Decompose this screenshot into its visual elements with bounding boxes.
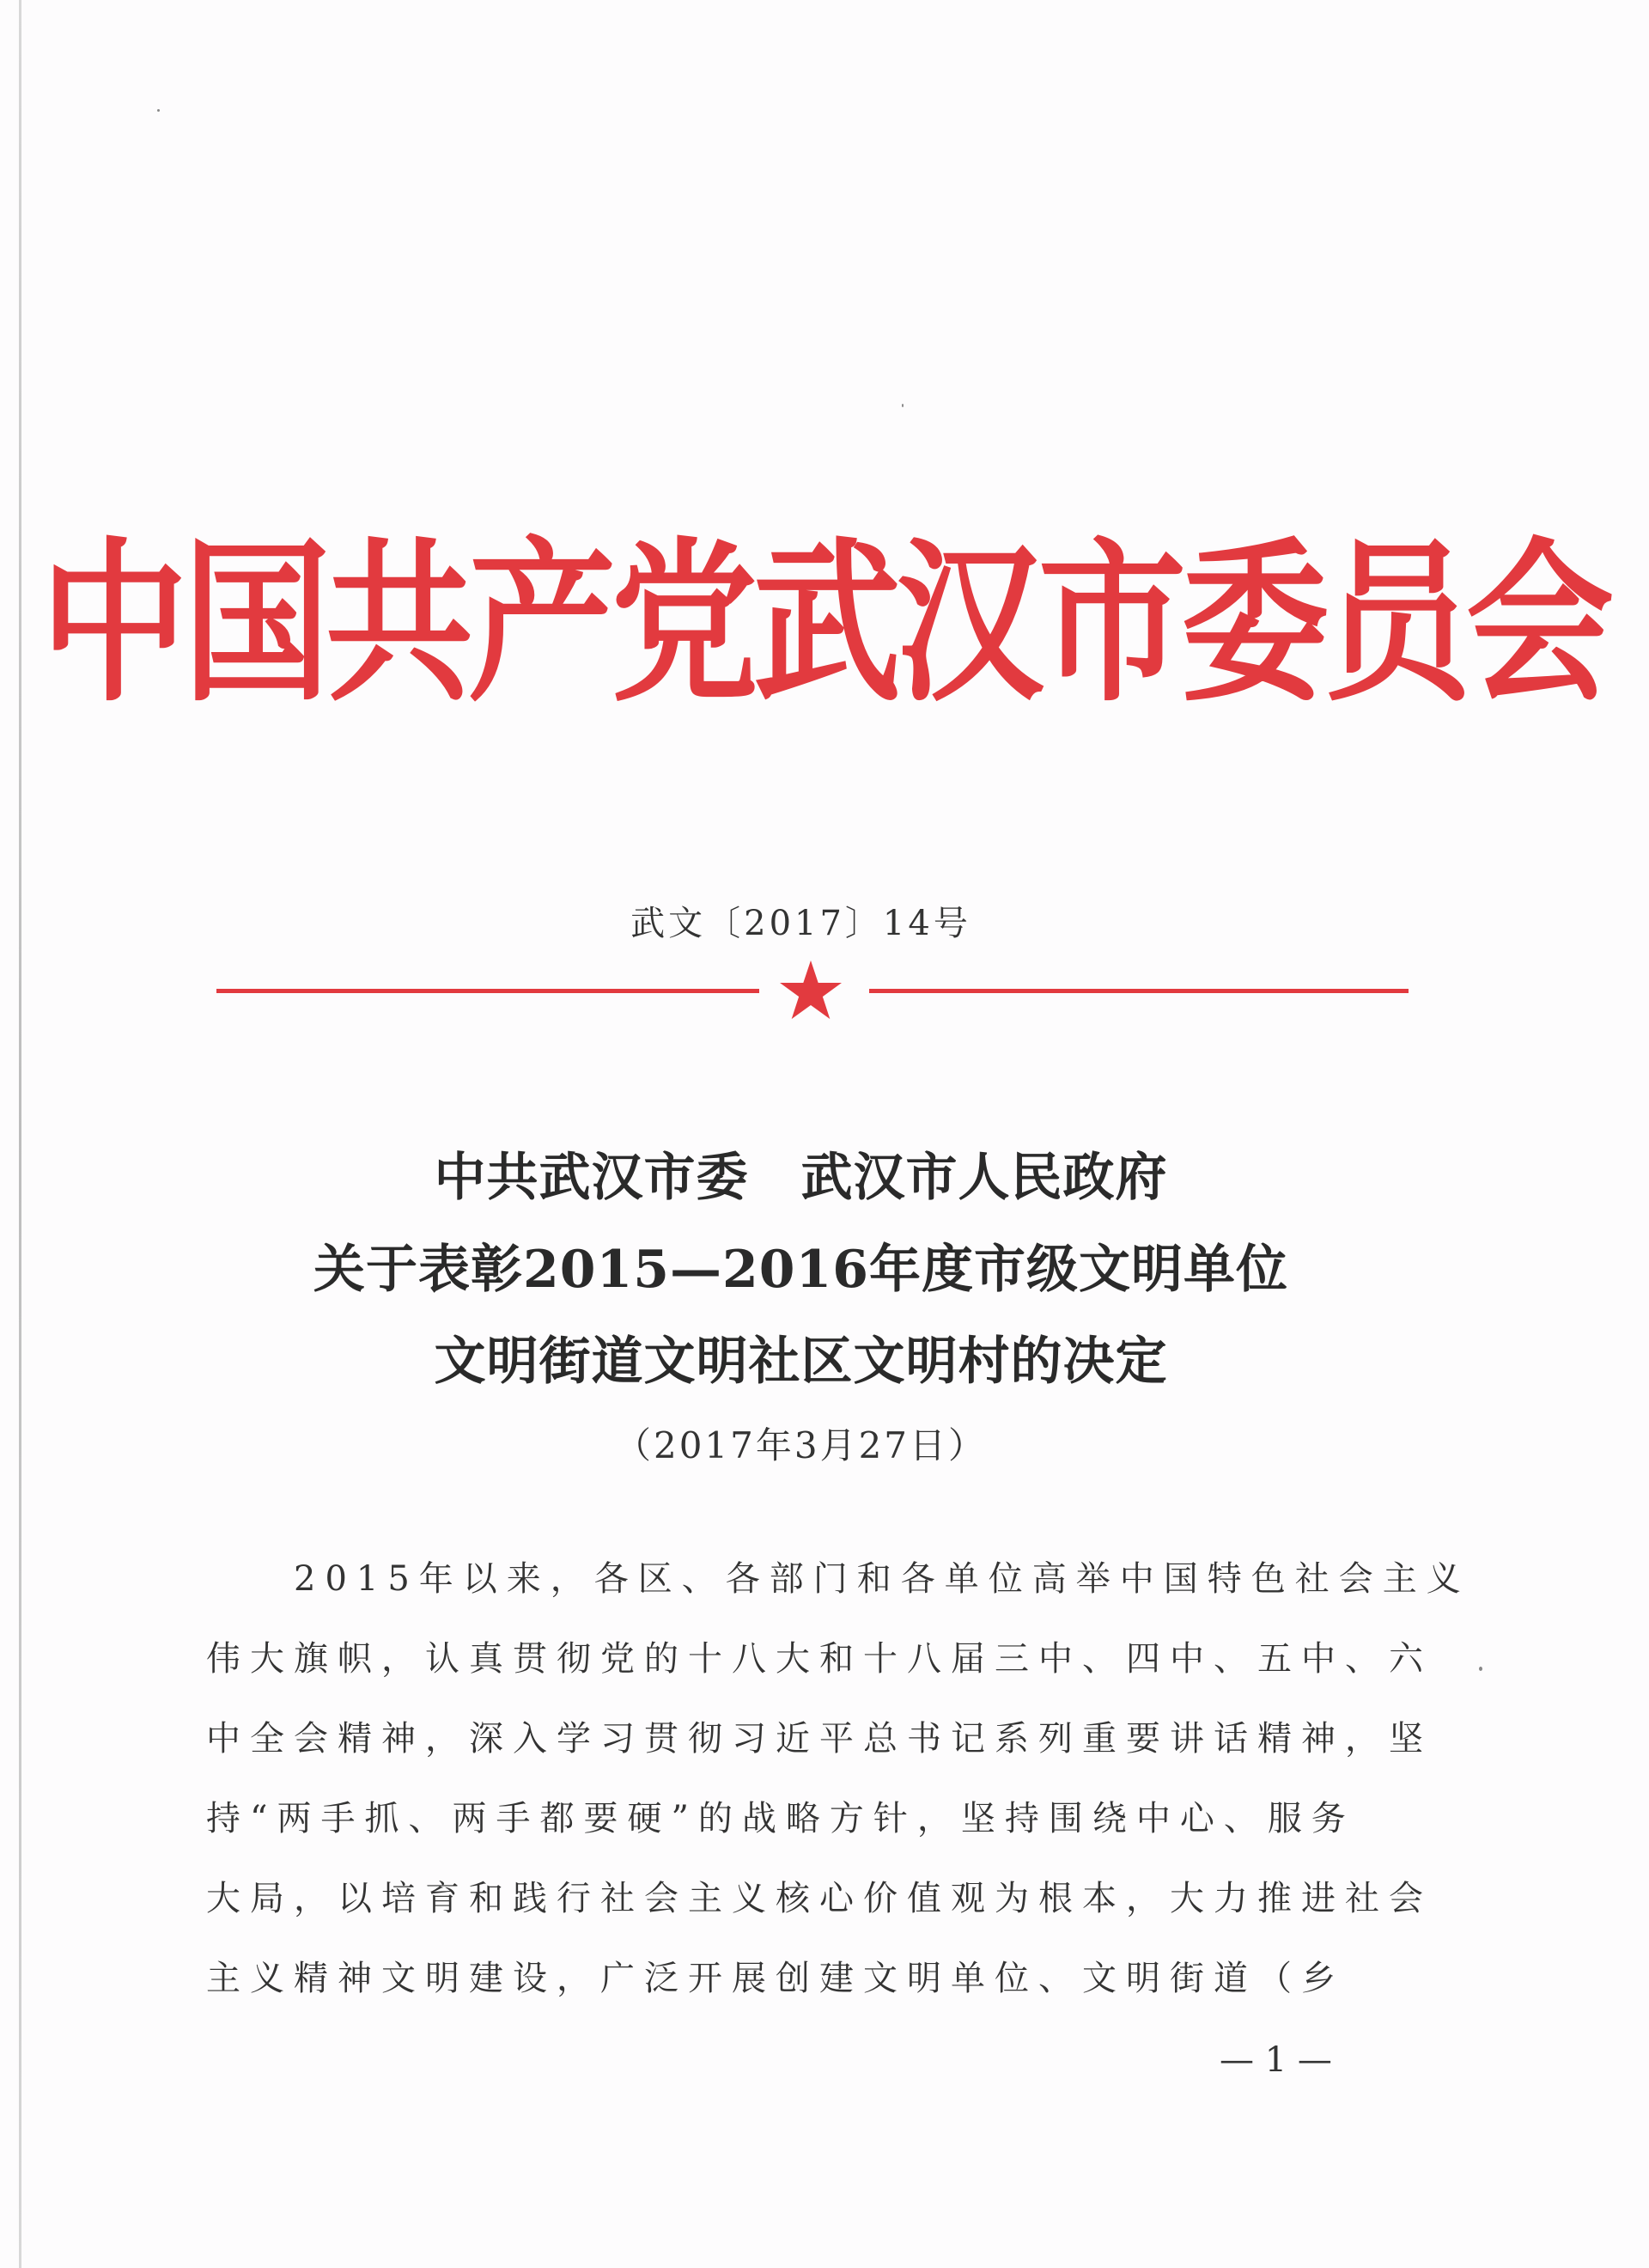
scan-speck — [902, 404, 904, 407]
page-edge — [19, 0, 21, 2268]
document-date: （2017年3月27日） — [614, 1424, 988, 1466]
body-paragraph-line: 伟大旗帜，认真贯彻党的十八大和十八届三中、四中、五中、六 — [206, 1639, 1433, 1679]
scan-speck — [1479, 1667, 1482, 1671]
body-paragraph-line: 中全会精神，深入学习贯彻习近平总书记系列重要讲话精神，坚 — [206, 1719, 1433, 1759]
red-divider-left — [216, 989, 759, 993]
body-paragraph-line: 持“两手抓、两手都要硬”的战略方针，坚持围绕中心、服务 — [206, 1799, 1355, 1838]
red-divider-right — [869, 989, 1409, 993]
red-star-icon — [773, 960, 849, 1021]
body-paragraph-line: 2015年以来，各区、各部门和各单位高举中国特色社会主义 — [206, 1559, 1470, 1599]
body-paragraph-line: 大局，以培育和践行社会主义核心价值观为根本，大力推进社会 — [206, 1879, 1433, 1918]
page-number: — 1 — — [1220, 2040, 1332, 2080]
document-title-line-2: 关于表彰2015—2016年度市级文明单位 — [313, 1240, 1288, 1300]
scan-speck — [157, 109, 160, 112]
document-title-line-1: 中共武汉市委 武汉市人民政府 — [434, 1148, 1168, 1208]
body-paragraph-line: 主义精神文明建设，广泛开展创建文明单位、文明街道（乡 — [206, 1959, 1345, 1998]
document-title-line-3: 文明街道文明社区文明村的决定 — [434, 1332, 1168, 1392]
document-number: 武文〔2017〕14号 — [630, 904, 971, 943]
issuer-masthead: 中国共产党武汉市委员会 — [40, 521, 1609, 726]
